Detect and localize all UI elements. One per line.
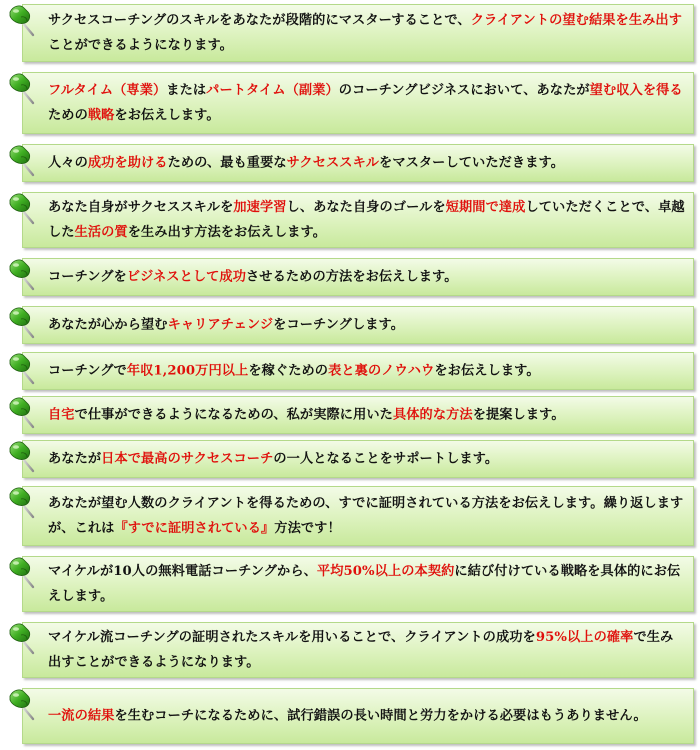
body-text: 人々の: [48, 155, 88, 171]
pushpin-icon: [6, 256, 40, 292]
item-text: [48, 704, 686, 729]
body-text: ための、最も重要な: [167, 155, 287, 171]
item-text: [48, 491, 686, 541]
body-text: させるための方法をお伝えします。: [246, 269, 458, 285]
body-text: で生み出すことができるようになります。: [48, 630, 674, 670]
highlight-text: 95%以上の確率: [535, 630, 634, 645]
item-text: [48, 447, 686, 472]
list-item: [0, 622, 700, 678]
highlight-text: 日本で最高のサクセスコーチ: [101, 451, 274, 467]
body-text: に結び付けている戦略を具体的にお伝えします。: [48, 564, 681, 604]
list-item: [0, 72, 700, 134]
highlight-text: 具体的な方法: [392, 407, 473, 423]
highlight-text: 年収1,200万円以上: [126, 363, 249, 379]
body-text: ことができるようになります。: [48, 38, 233, 53]
body-text: あなた自身がサクセススキルを: [48, 200, 234, 215]
body-text: をお伝えします。: [114, 108, 220, 123]
highlight-text: サクセススキル: [286, 155, 380, 171]
item-text: [48, 313, 686, 338]
list-item: [0, 4, 700, 62]
highlight-text: 自宅: [48, 407, 75, 423]
body-text: あなたが心から望む: [48, 317, 168, 333]
body-text: ための: [48, 108, 88, 123]
body-text: 方法です！: [274, 521, 341, 536]
highlight-text: キャリアチェンジ: [167, 317, 274, 333]
body-text: を生むコーチになるために、試行錯誤の長い時間と労力をかける必要はもうありません。: [114, 708, 647, 724]
item-text: [48, 265, 686, 290]
list-item: [0, 258, 700, 296]
pushpin-icon: [6, 394, 40, 430]
body-text: を生み出す方法をお伝えします。: [127, 225, 326, 240]
body-text: コーチングを: [48, 269, 127, 285]
list-item: [0, 486, 700, 546]
pushpin-icon: [6, 620, 40, 656]
body-text: のコーチングビジネスにおいて、あなたが: [338, 83, 590, 98]
item-text: [48, 78, 686, 128]
body-text: し、あなた自身のゴールを: [286, 200, 446, 215]
pushpin-icon: [6, 190, 40, 226]
body-text: マイケルが10人の無料電話コーチングから、: [48, 564, 317, 579]
highlight-text: 短期間で達成: [445, 200, 526, 215]
highlight-text: 生活の質: [74, 225, 128, 240]
pushpin-icon: [6, 686, 40, 722]
list-item: [0, 306, 700, 344]
pushpin-icon: [6, 350, 40, 386]
highlight-text: 一流の結果: [48, 708, 115, 724]
highlight-text: 成功を助ける: [87, 155, 168, 171]
body-text: をお伝えします。: [434, 363, 540, 379]
item-text: [48, 8, 686, 58]
item-text: [48, 403, 686, 428]
highlight-text: 『すでに証明されている』: [114, 521, 275, 536]
body-text: の一人となることをサポートします。: [273, 451, 499, 467]
pushpin-icon: [6, 142, 40, 178]
list-item: [0, 556, 700, 612]
body-text: をマスターしていただきます。: [379, 155, 564, 171]
body-text: を提案します。: [472, 407, 565, 423]
item-text: [48, 559, 686, 609]
item-text: [48, 151, 686, 176]
highlight-text: パートタイム（副業）: [206, 83, 339, 98]
body-text: あなたが望む人数のクライアントを得るための、すでに証明されている方法をお伝えします。繰り返しますが、これは: [48, 496, 684, 536]
body-text: または: [166, 83, 207, 98]
pushpin-icon: [6, 2, 40, 38]
list-item: [0, 396, 700, 434]
highlight-text: 戦略: [87, 108, 115, 123]
pushpin-icon: [6, 304, 40, 340]
item-text: [48, 195, 686, 245]
pushpin-icon: [6, 438, 40, 474]
body-text: を稼ぐための: [248, 363, 329, 379]
highlight-text: クライアントの望む結果を生み出す: [470, 13, 682, 28]
highlight-text: フルタイム（専業）: [48, 83, 167, 98]
list-item: [0, 352, 700, 390]
body-text: していただくことで、卓越した: [48, 200, 685, 240]
pushpin-icon: [6, 484, 40, 520]
highlight-text: 望む収入を得る: [589, 83, 683, 98]
pushpin-icon: [6, 70, 40, 106]
highlight-text: 平均50%以上の本契約: [316, 564, 455, 579]
item-text: [48, 625, 686, 675]
list-item: [0, 144, 700, 182]
highlight-text: ビジネスとして成功: [126, 269, 247, 285]
highlight-text: 加速学習: [233, 200, 287, 215]
highlight-text: 表と裏のノウハウ: [328, 363, 435, 379]
item-text: [48, 359, 686, 384]
body-text: コーチングで: [48, 363, 127, 379]
list-item: [0, 192, 700, 248]
pushpin-icon: [6, 554, 40, 590]
body-text: で仕事ができるようになるための、私が実際に用いた: [74, 407, 393, 423]
body-text: マイケル流コーチングの証明されたスキルを用いることで、クライアントの成功を: [48, 630, 536, 645]
body-text: をコーチングします。: [273, 317, 405, 333]
body-text: あなたが: [48, 451, 102, 467]
body-text: サクセスコーチングのスキルをあなたが段階的にマスターすることで、: [48, 13, 471, 28]
list-item: [0, 688, 700, 744]
list-item: [0, 440, 700, 478]
